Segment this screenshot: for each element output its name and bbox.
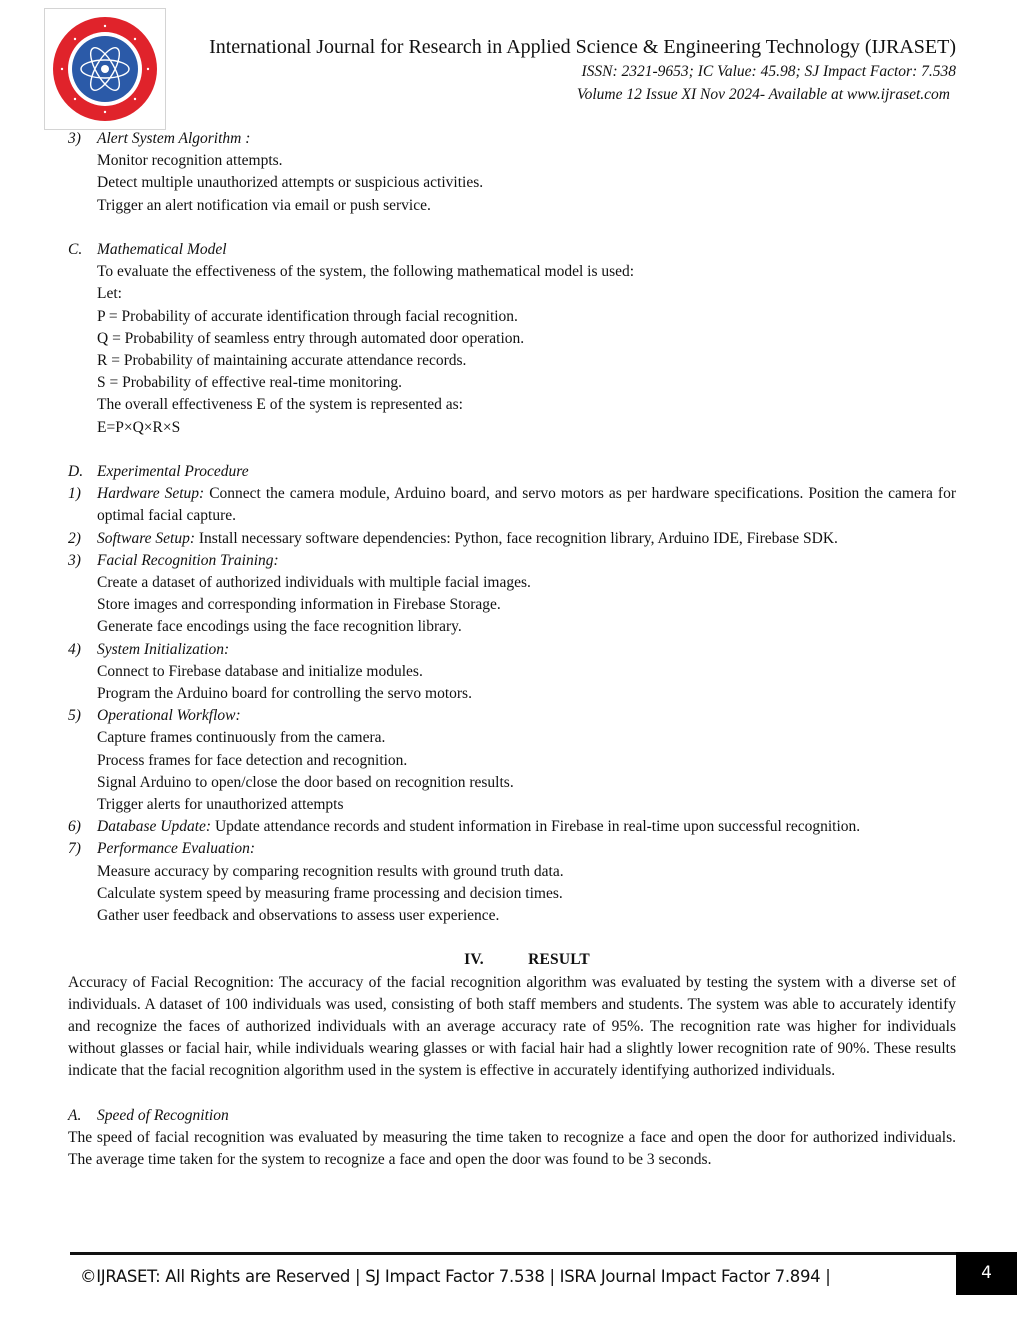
step-label: Hardware Setup:: [97, 485, 205, 503]
list-number: 6): [68, 818, 81, 836]
page-number: 4: [956, 1252, 1017, 1295]
list-number: 2): [68, 529, 81, 547]
result-paragraph: Accuracy of Facial Recognition: The accuracy of the facial recognition algorithm was evaluated by testing the system with a diverse set of individuals. A dataset of 100 individuals was used, consisting of both staff members and students. The system was able to accurately identify and recognize the faces of authorized individuals with an average accuracy rate of 95%. The recognition rate was higher for individuals without glasses or facial hair, while individuals wearing glasses or with facial hair had a slightly lower recognition rate of 90%. These results indicate that the facial recognition algorithm used in the system is effective in accurately identifying authorized individuals.: [68, 973, 956, 1080]
step-text: Connect the camera module, Arduino board, and servo motors as per hardware specifications. Position the camera for optimal facial capture.: [97, 485, 956, 525]
step-line: Capture frames continuously from the camera.: [97, 729, 386, 747]
step-line: Generate face encodings using the face recognition library.: [97, 618, 462, 636]
step-label: System Initialization:: [97, 640, 230, 658]
alert-line: Detect multiple unauthorized attempts or suspicious activities.: [97, 174, 484, 192]
step-line: Store images and corresponding information in Firebase Storage.: [97, 596, 501, 614]
step-label: Performance Evaluation:: [97, 840, 255, 858]
alert-line: Trigger an alert notification via email or push service.: [97, 196, 431, 214]
math-line: Let:: [97, 285, 122, 303]
journal-title: International Journal for Research in Applied Science & Engineering Technology (IJRASET): [209, 36, 956, 58]
subsection-heading: Alert System Algorithm :: [97, 130, 251, 147]
section-letter: A.: [68, 1106, 82, 1124]
footer-rule: [70, 1252, 956, 1255]
issn-line: ISSN: 2321-9653; IC Value: 45.98; SJ Impact Factor: 7.538: [581, 63, 956, 80]
math-line: P = Probability of accurate identification through facial recognition.: [97, 307, 518, 325]
speed-heading: [68, 1105, 956, 1127]
procedure-step: [68, 838, 956, 860]
subsection-heading: Mathematical Model: [97, 241, 227, 258]
math-line: The overall effectiveness E of the system is represented as:: [97, 396, 463, 414]
step-label: Database Update:: [97, 818, 212, 836]
list-number: 1): [68, 485, 81, 503]
procedure-step: [68, 639, 956, 661]
subsection-heading: Experimental Procedure: [97, 463, 249, 481]
speed-paragraph: The speed of facial recognition was evaluated by measuring the time taken to recognize a face and open the door for authorized individuals. The average time taken for the system to recognize a face and open the door was found to be 3 seconds.: [68, 1129, 956, 1169]
section-letter: D.: [68, 463, 84, 481]
ijraset-seal-icon: [45, 9, 165, 129]
procedure-step: [68, 528, 956, 550]
math-line: Q = Probability of seamless entry through automated door operation.: [97, 329, 525, 347]
footer-copyright: ©IJRASET: All Rights are Reserved | SJ Impact Factor 7.538 | ISRA Journal Impact Factor 7.894 |: [80, 1267, 831, 1286]
step-label: Operational Workflow:: [97, 707, 241, 725]
list-number: 7): [68, 840, 81, 858]
list-number: 4): [68, 640, 81, 658]
result-section-heading: [68, 949, 956, 971]
step-line: Measure accuracy by comparing recognition results with ground truth data.: [97, 862, 564, 880]
math-line: R = Probability of maintaining accurate attendance records.: [97, 352, 467, 370]
math-line: S = Probability of effective real-time monitoring.: [97, 374, 403, 392]
step-line: Program the Arduino board for controlling the servo motors.: [97, 685, 472, 703]
section-title: RESULT: [528, 951, 590, 969]
journal-logo: [44, 8, 166, 130]
step-line: Connect to Firebase database and initialize modules.: [97, 662, 423, 680]
step-text: Update attendance records and student information in Firebase in real-time upon successful recognition.: [211, 818, 861, 836]
procedure-step: [68, 816, 956, 838]
list-number: 3): [68, 551, 81, 569]
list-number: 5): [68, 707, 81, 725]
step-text: Install necessary software dependencies: Python, face recognition library, Arduino IDE, Firebase SDK.: [195, 529, 838, 547]
step-line: Process frames for face detection and recognition.: [97, 751, 408, 769]
list-number: 3): [68, 130, 81, 147]
math-line: To evaluate the effectiveness of the system, the following mathematical model is used:: [97, 263, 635, 281]
equation: E=P×Q×R×S: [97, 418, 181, 436]
math-model-heading: [68, 239, 956, 261]
volume-line: Volume 12 Issue XI Nov 2024- Available at www.ijraset.com: [576, 86, 950, 103]
step-line: Create a dataset of authorized individuals with multiple facial images.: [97, 574, 531, 592]
step-line: Signal Arduino to open/close the door based on recognition results.: [97, 773, 514, 791]
alert-algorithm-heading: [68, 128, 956, 150]
step-line: Trigger alerts for unauthorized attempts: [97, 796, 344, 814]
alert-line: Monitor recognition attempts.: [97, 152, 283, 170]
section-letter: C.: [68, 241, 83, 258]
subsection-heading: Speed of Recognition: [97, 1106, 229, 1124]
step-line: Gather user feedback and observations to assess user experience.: [97, 907, 500, 925]
article-body: [68, 128, 956, 1171]
experimental-procedure-heading: [68, 461, 956, 483]
procedure-step: [68, 550, 956, 572]
step-line: Calculate system speed by measuring frame processing and decision times.: [97, 884, 563, 902]
section-number: IV.: [464, 951, 484, 969]
procedure-step: [68, 705, 956, 727]
step-label: Software Setup:: [97, 529, 196, 547]
procedure-step: [68, 483, 956, 527]
step-label: Facial Recognition Training:: [97, 551, 279, 569]
